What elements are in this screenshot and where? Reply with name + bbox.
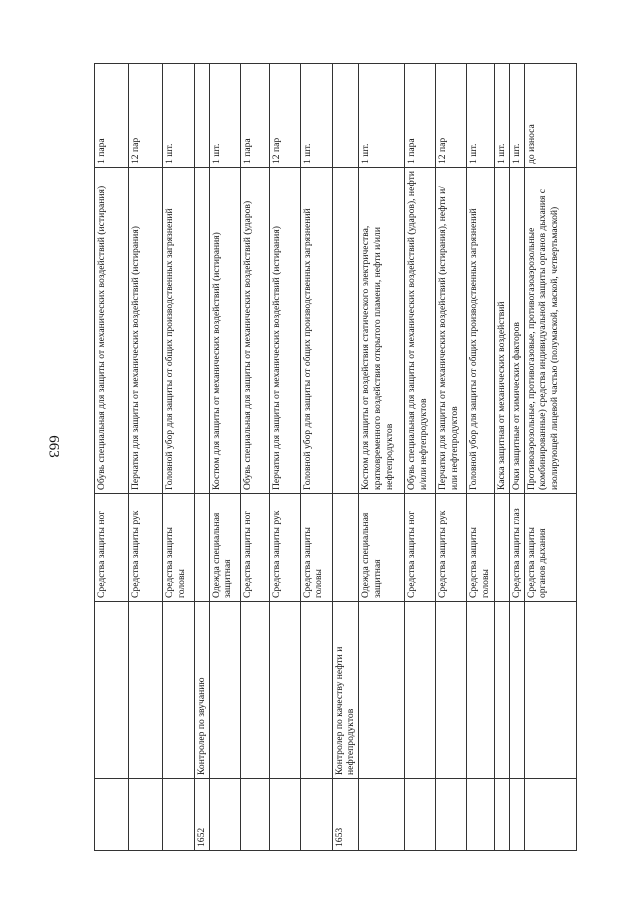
cell-ppe-type: Средства защиты рук	[269, 494, 300, 602]
cell-profession	[240, 602, 269, 779]
cell-ppe-item: Костюм для защиты от воздействия статического электричества, кратковременного воздействия открытого пламени, нефти и/или нефтепродуктов	[359, 168, 405, 494]
table-row	[359, 64, 405, 851]
table-row	[95, 64, 129, 851]
cell-ppe-type: Средства защиты глаз	[509, 494, 524, 602]
cell-ppe-type: Средства защиты головы	[300, 494, 332, 602]
cell-issue-norm: 1 шт.	[300, 64, 332, 168]
cell-issue-norm	[332, 64, 358, 168]
cell-number	[467, 779, 495, 851]
cell-issue-norm: 1 шт.	[509, 64, 524, 168]
cell-profession	[209, 602, 240, 779]
cell-profession	[524, 602, 576, 779]
cell-ppe-item: Обувь специальная для защиты от механических воздействий (истирания)	[95, 168, 129, 494]
cell-issue-norm	[195, 64, 210, 168]
table-row	[195, 64, 210, 851]
cell-profession	[129, 602, 163, 779]
cell-number	[269, 779, 300, 851]
cell-profession	[405, 602, 436, 779]
cell-number: 1653	[332, 779, 358, 851]
cell-ppe-item: Перчатки для защиты от механических воздействий (истирания)	[269, 168, 300, 494]
cell-profession	[495, 602, 510, 779]
cell-ppe-type: Средства защиты ног	[95, 494, 129, 602]
cell-issue-norm: 1 пара	[95, 64, 129, 168]
cell-ppe-item: Очки защитные от химических факторов	[509, 168, 524, 494]
cell-profession	[467, 602, 495, 779]
cell-profession	[163, 602, 195, 779]
cell-issue-norm: 12 пар	[269, 64, 300, 168]
cell-ppe-item: Противоаэрозольные, противогазовые, противогазоаэрозольные (комбинированные) средства индивидуальной защиты органов дыхания с изолирующей лицевой частью (полумаской, маской, четвертьмаской)	[524, 168, 576, 494]
cell-number: 1652	[195, 779, 210, 851]
cell-ppe-item: Обувь специальная для защиты от механических воздействий (ударов), нефти и/или нефтепродуктов	[405, 168, 436, 494]
cell-issue-norm: 1 шт.	[359, 64, 405, 168]
cell-issue-norm: 1 пара	[240, 64, 269, 168]
cell-number	[240, 779, 269, 851]
ppe-norms-table	[94, 63, 577, 851]
cell-ppe-type: Средства защиты органов дыхания	[524, 494, 576, 602]
cell-number	[300, 779, 332, 851]
cell-issue-norm: 1 шт.	[495, 64, 510, 168]
cell-number	[95, 779, 129, 851]
cell-profession: Контролер по звучанию	[195, 602, 210, 779]
table-row	[524, 64, 576, 851]
table-row	[209, 64, 240, 851]
page-number: 663	[45, 435, 62, 458]
cell-ppe-type: Средства защиты рук	[129, 494, 163, 602]
table-row	[509, 64, 524, 851]
table-row	[332, 64, 358, 851]
cell-number	[359, 779, 405, 851]
cell-ppe-item: Перчатки для защиты от механических воздействий (истирания), нефти и/или нефтепродуктов	[436, 168, 467, 494]
table-row	[495, 64, 510, 851]
cell-ppe-item: Перчатки для защиты от механических воздействий (истирания)	[129, 168, 163, 494]
cell-ppe-type: Средства защиты головы	[163, 494, 195, 602]
cell-number	[495, 779, 510, 851]
cell-ppe-type: Средства защиты головы	[467, 494, 495, 602]
table-row	[300, 64, 332, 851]
cell-number	[436, 779, 467, 851]
cell-ppe-type	[195, 494, 210, 602]
cell-issue-norm: до износа	[524, 64, 576, 168]
cell-ppe-item: Обувь специальная для защиты от механических воздействий (ударов)	[240, 168, 269, 494]
cell-number	[163, 779, 195, 851]
table-row	[405, 64, 436, 851]
cell-profession: Контролер по качеству нефти и нефтепродуктов	[332, 602, 358, 779]
cell-ppe-type: Одежда специальная защитная	[359, 494, 405, 602]
table-row	[129, 64, 163, 851]
cell-ppe-item: Головной убор для защиты от общих производственных загрязнений	[300, 168, 332, 494]
cell-profession	[509, 602, 524, 779]
cell-number	[209, 779, 240, 851]
cell-number	[509, 779, 524, 851]
cell-profession	[359, 602, 405, 779]
cell-ppe-item: Каска защитная от механических воздействий	[495, 168, 510, 494]
cell-issue-norm: 1 пара	[405, 64, 436, 168]
cell-ppe-type	[495, 494, 510, 602]
cell-issue-norm: 12 пар	[129, 64, 163, 168]
cell-issue-norm: 1 шт.	[209, 64, 240, 168]
table-row	[436, 64, 467, 851]
table-rotated-wrapper	[94, 64, 560, 851]
cell-ppe-type: Средства защиты ног	[405, 494, 436, 602]
cell-issue-norm: 12 пар	[436, 64, 467, 168]
table-row	[163, 64, 195, 851]
cell-ppe-item	[195, 168, 210, 494]
cell-profession	[95, 602, 129, 779]
cell-number	[405, 779, 436, 851]
cell-ppe-item: Головной убор для защиты от общих производственных загрязнений	[163, 168, 195, 494]
cell-issue-norm: 1 шт.	[467, 64, 495, 168]
cell-profession	[436, 602, 467, 779]
cell-ppe-type: Средства защиты ног	[240, 494, 269, 602]
cell-ppe-type	[332, 494, 358, 602]
cell-ppe-item: Головной убор для защиты от общих производственных загрязнений	[467, 168, 495, 494]
cell-ppe-item	[332, 168, 358, 494]
table-body	[95, 64, 577, 851]
cell-number	[129, 779, 163, 851]
cell-ppe-item: Костюм для защиты от механических воздействий (истирания)	[209, 168, 240, 494]
table-row	[240, 64, 269, 851]
cell-ppe-type: Средства защиты рук	[436, 494, 467, 602]
cell-profession	[269, 602, 300, 779]
cell-profession	[300, 602, 332, 779]
cell-number	[524, 779, 576, 851]
table-row	[269, 64, 300, 851]
cell-ppe-type: Одежда специальная защитная	[209, 494, 240, 602]
table-row	[467, 64, 495, 851]
cell-issue-norm: 1 шт.	[163, 64, 195, 168]
